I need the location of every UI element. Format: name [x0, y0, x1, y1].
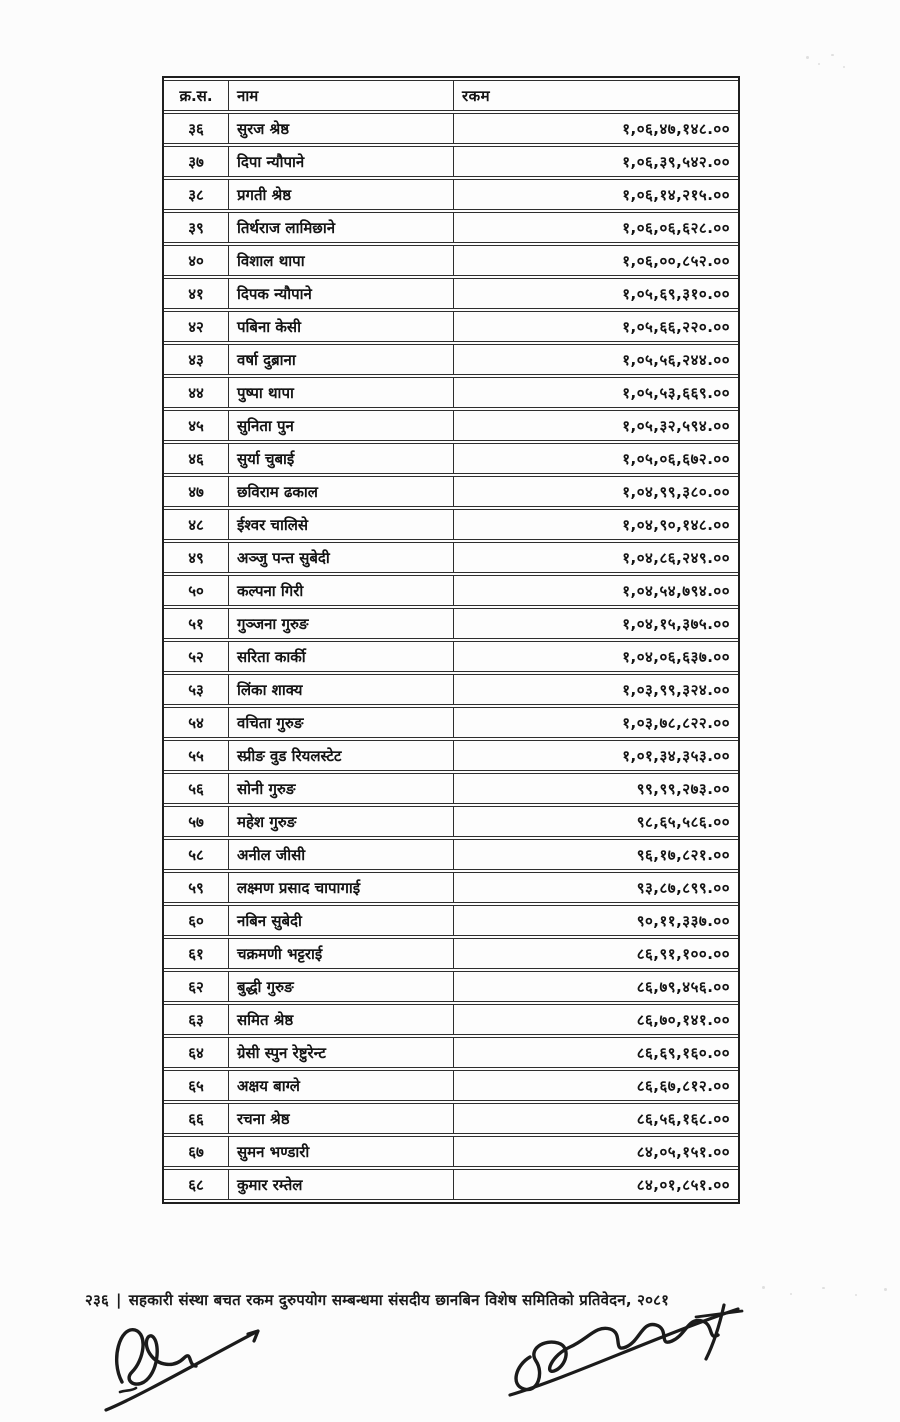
scan-speck	[822, 1287, 825, 1289]
serial-cell: ६०	[164, 905, 229, 936]
name-cell: प्रगती श्रेष्ठ	[229, 179, 454, 210]
table-row	[164, 113, 738, 144]
amount-cell: १,०५,०६,६७२.००	[454, 443, 738, 474]
scan-speck	[831, 54, 834, 56]
serial-cell: ६६	[164, 1103, 229, 1134]
table-row	[164, 1004, 738, 1035]
serial-cell: ४८	[164, 509, 229, 540]
scan-speck	[818, 63, 820, 65]
name-cell: बुद्धी गुरुङ	[229, 971, 454, 1002]
amount-cell: १,०४,५४,७९४.००	[454, 575, 738, 606]
serial-cell: ४४	[164, 377, 229, 408]
table-row	[164, 509, 738, 540]
table-row	[164, 1037, 738, 1068]
amount-cell: ९३,८७,८९९.००	[454, 872, 738, 903]
amount-cell: १,०६,३९,५४२.००	[454, 146, 738, 177]
serial-cell: ५४	[164, 707, 229, 738]
name-cell: विशाल थापा	[229, 245, 454, 276]
name-cell: रचना श्रेष्ठ	[229, 1103, 454, 1134]
amount-cell: १,०४,९९,३८०.००	[454, 476, 738, 507]
name-cell: सुमन भण्डारी	[229, 1136, 454, 1167]
table-row	[164, 839, 738, 870]
amount-cell: ८४,०१,८५१.००	[454, 1169, 738, 1200]
table-row	[164, 179, 738, 210]
name-cell: नबिन सुबेदी	[229, 905, 454, 936]
handwritten-signature-left	[100, 1308, 290, 1422]
table-row	[164, 245, 738, 276]
table-row	[164, 641, 738, 672]
scan-speck	[843, 66, 845, 68]
table-row	[164, 212, 738, 243]
name-cell: सुर्या चुबाई	[229, 443, 454, 474]
amounts-table-container	[162, 76, 740, 1204]
amount-cell: ८६,६७,८१२.००	[454, 1070, 738, 1101]
scan-speck	[762, 1286, 765, 1289]
amount-cell: १,०६,००,८५२.००	[454, 245, 738, 276]
table-header	[164, 80, 738, 111]
amount-cell: १,०५,३२,५९४.००	[454, 410, 738, 441]
name-cell: तिर्थराज लामिछाने	[229, 212, 454, 243]
footer-title: सहकारी संस्था बचत रकम दुरुपयोग सम्बन्धमा संसदीय छानबिन विशेष समितिको प्रतिवेदन, २०८१	[128, 1291, 670, 1309]
serial-cell: ६३	[164, 1004, 229, 1035]
name-cell: सुनिता पुन	[229, 410, 454, 441]
serial-cell: ४०	[164, 245, 229, 276]
amount-cell: १,०४,९०,१४८.००	[454, 509, 738, 540]
table-row	[164, 344, 738, 375]
name-cell: छविराम ढकाल	[229, 476, 454, 507]
name-cell: पबिना केसी	[229, 311, 454, 342]
serial-cell: ५२	[164, 641, 229, 672]
col-header-name: नाम	[229, 80, 454, 111]
table-row	[164, 740, 738, 771]
name-cell: स्प्रीङ वुड रियलस्टेट	[229, 740, 454, 771]
serial-cell: ६८	[164, 1169, 229, 1200]
amount-cell: १,०५,६६,२२०.००	[454, 311, 738, 342]
name-cell: ग्रेसी स्पुन रेष्टुरेन्ट	[229, 1037, 454, 1068]
amount-cell: ८६,९१,१००.००	[454, 938, 738, 969]
serial-cell: ३८	[164, 179, 229, 210]
table-row	[164, 773, 738, 804]
name-cell: अनील जीसी	[229, 839, 454, 870]
table-row	[164, 542, 738, 573]
amount-cell: १,०४,१५,३७५.००	[454, 608, 738, 639]
table-row	[164, 575, 738, 606]
name-cell: दिपा न्यौपाने	[229, 146, 454, 177]
name-cell: वचिता गुरुङ	[229, 707, 454, 738]
name-cell: चक्रमणी भट्टराई	[229, 938, 454, 969]
amount-cell: १,०४,०६,६३७.००	[454, 641, 738, 672]
serial-cell: ४३	[164, 344, 229, 375]
amounts-table	[162, 76, 740, 1204]
name-cell: दिपक न्यौपाने	[229, 278, 454, 309]
amount-cell: १,०५,५६,२४४.००	[454, 344, 738, 375]
amount-cell: ८६,७९,४५६.००	[454, 971, 738, 1002]
serial-cell: ६७	[164, 1136, 229, 1167]
amount-cell: १,०६,१४,२१५.००	[454, 179, 738, 210]
serial-cell: ४५	[164, 410, 229, 441]
name-cell: महेश गुरुङ	[229, 806, 454, 837]
serial-cell: ५१	[164, 608, 229, 639]
table-row	[164, 1070, 738, 1101]
name-cell: लक्ष्मण प्रसाद चापागाई	[229, 872, 454, 903]
scan-speck	[806, 56, 809, 59]
signature-left-icon	[100, 1308, 290, 1418]
serial-cell: ४१	[164, 278, 229, 309]
name-cell: अक्षय बाग्ले	[229, 1070, 454, 1101]
serial-cell: ३७	[164, 146, 229, 177]
amount-cell: ९०,११,३३७.००	[454, 905, 738, 936]
serial-cell: ६५	[164, 1070, 229, 1101]
table-row	[164, 905, 738, 936]
signature-right-icon	[500, 1295, 750, 1405]
amount-cell: ९९,९९,२७३.००	[454, 773, 738, 804]
handwritten-signature-right	[500, 1295, 750, 1409]
serial-cell: ३६	[164, 113, 229, 144]
table-body	[164, 113, 738, 1200]
serial-cell: ५५	[164, 740, 229, 771]
amount-cell: १,०४,८६,२४९.००	[454, 542, 738, 573]
page-number: २३६	[85, 1291, 110, 1309]
table-row	[164, 707, 738, 738]
amount-cell: ८४,०५,१५१.००	[454, 1136, 738, 1167]
name-cell: सोनी गुरुङ	[229, 773, 454, 804]
scan-speck	[790, 1293, 792, 1295]
serial-cell: ४२	[164, 311, 229, 342]
table-row	[164, 938, 738, 969]
serial-cell: ६१	[164, 938, 229, 969]
table-row	[164, 476, 738, 507]
name-cell: गुञ्जना गुरुङ	[229, 608, 454, 639]
name-cell: सुरज श्रेष्ठ	[229, 113, 454, 144]
table-row	[164, 1136, 738, 1167]
table-row	[164, 608, 738, 639]
amount-cell: १,०३,७८,८२२.००	[454, 707, 738, 738]
serial-cell: ६२	[164, 971, 229, 1002]
serial-cell: ३९	[164, 212, 229, 243]
name-cell: सरिता कार्की	[229, 641, 454, 672]
col-header-serial: क्र.स.	[164, 80, 229, 111]
serial-cell: ४९	[164, 542, 229, 573]
table-row	[164, 674, 738, 705]
serial-cell: ५०	[164, 575, 229, 606]
name-cell: अञ्जु पन्त सुबेदी	[229, 542, 454, 573]
serial-cell: ६४	[164, 1037, 229, 1068]
amount-cell: ८६,७०,१४१.००	[454, 1004, 738, 1035]
footer-separator: |	[116, 1291, 122, 1309]
scan-speck	[884, 1288, 887, 1291]
table-row	[164, 1169, 738, 1200]
serial-cell: ५९	[164, 872, 229, 903]
table-row	[164, 971, 738, 1002]
amount-cell: १,०५,६९,३१०.००	[454, 278, 738, 309]
name-cell: ईश्वर चालिसे	[229, 509, 454, 540]
serial-cell: ४७	[164, 476, 229, 507]
serial-cell: ५८	[164, 839, 229, 870]
serial-cell: ४६	[164, 443, 229, 474]
amount-cell: १,०६,४७,१४८.००	[454, 113, 738, 144]
serial-cell: ५६	[164, 773, 229, 804]
table-row	[164, 1103, 738, 1134]
header-row	[164, 80, 738, 111]
table-row	[164, 410, 738, 441]
amount-cell: १,०१,३४,३५३.००	[454, 740, 738, 771]
table-row	[164, 278, 738, 309]
name-cell: समित श्रेष्ठ	[229, 1004, 454, 1035]
amount-cell: ८६,६९,१६०.००	[454, 1037, 738, 1068]
amount-cell: ९६,१७,८२१.००	[454, 839, 738, 870]
name-cell: लिंका शाक्य	[229, 674, 454, 705]
table-row	[164, 806, 738, 837]
scan-speck	[855, 1294, 857, 1296]
table-row	[164, 377, 738, 408]
serial-cell: ५७	[164, 806, 229, 837]
amount-cell: १,०३,९९,३२४.००	[454, 674, 738, 705]
name-cell: पुष्पा थापा	[229, 377, 454, 408]
serial-cell: ५३	[164, 674, 229, 705]
table-row	[164, 443, 738, 474]
name-cell: वर्षा दुब्राना	[229, 344, 454, 375]
amount-cell: १,०६,०६,६२८.००	[454, 212, 738, 243]
table-row	[164, 311, 738, 342]
amount-cell: १,०५,५३,६६९.००	[454, 377, 738, 408]
name-cell: कुमार रम्तेल	[229, 1169, 454, 1200]
table-row	[164, 146, 738, 177]
col-header-amount: रकम	[454, 80, 738, 111]
amount-cell: ९८,६५,५८६.००	[454, 806, 738, 837]
amount-cell: ८६,५६,१६८.००	[454, 1103, 738, 1134]
name-cell: कल्पना गिरी	[229, 575, 454, 606]
table-row	[164, 872, 738, 903]
